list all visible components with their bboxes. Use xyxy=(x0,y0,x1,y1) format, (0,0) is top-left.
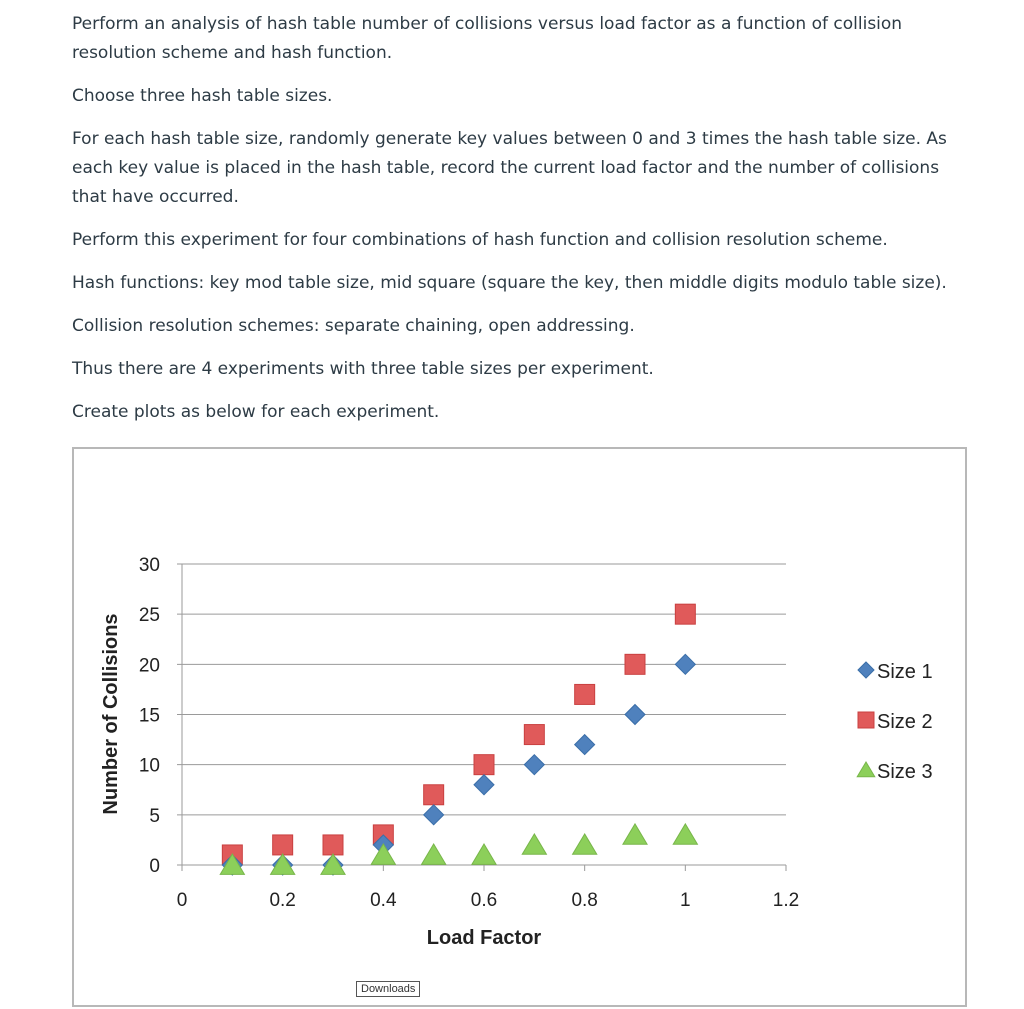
size-2-point xyxy=(323,835,343,855)
y-tick-label: 30 xyxy=(138,555,160,576)
key-generation-paragraph: For each hash table size, randomly generate key values between 0 and 3 times the hash table size. As each key value is placed in the hash table, record the current load factor and the number of collisions that have occurred. xyxy=(72,129,947,207)
size-1-point xyxy=(625,705,645,725)
hash-functions-paragraph: Hash functions: key mod table size, mid square (square the key, then middle digits modulo table size). xyxy=(72,273,947,293)
y-tick-label: 25 xyxy=(138,605,160,627)
size-3-point xyxy=(573,834,597,854)
y-tick-label: 20 xyxy=(138,655,160,677)
assignment-text xyxy=(72,10,972,441)
plots-paragraph: Create plots as below for each experiment. xyxy=(72,402,440,422)
size-3-point xyxy=(472,844,496,864)
size-3-point xyxy=(623,824,647,844)
y-axis-label: Number of Collisions xyxy=(100,613,122,815)
x-tick-label: 0.8 xyxy=(571,890,598,911)
downloads-tag[interactable]: Downloads xyxy=(356,981,420,997)
size-1-point xyxy=(575,735,595,755)
size-2-point xyxy=(625,654,645,674)
table-sizes-paragraph: Choose three hash table sizes. xyxy=(72,86,333,106)
x-tick-label: 1 xyxy=(680,890,691,911)
size-2-point xyxy=(273,835,293,855)
x-tick-label: 0.4 xyxy=(370,890,397,911)
size-2-point xyxy=(575,684,595,704)
size-2-point xyxy=(474,755,494,775)
y-tick-label: 0 xyxy=(149,856,160,877)
experiments-paragraph: Thus there are 4 experiments with three table sizes per experiment. xyxy=(72,359,654,379)
legend-square-icon xyxy=(858,712,874,728)
legend-triangle-icon xyxy=(857,762,875,777)
x-tick-label: 1.2 xyxy=(772,890,800,911)
combinations-paragraph: Perform this experiment for four combinations of hash function and collision resolution scheme. xyxy=(72,230,888,250)
y-tick-label: 15 xyxy=(138,705,160,727)
x-tick-label: 0 xyxy=(176,890,188,911)
collisions-chart xyxy=(74,449,965,1005)
y-tick-label: 5 xyxy=(149,805,160,827)
size-1-point xyxy=(474,775,494,795)
legend-diamond-icon xyxy=(858,662,874,678)
size-3-point xyxy=(673,824,697,844)
x-tick-label: 0.6 xyxy=(470,890,498,911)
x-tick-label: 0.2 xyxy=(269,890,296,911)
size-1-point xyxy=(424,805,444,825)
intro-paragraph: Perform an analysis of hash table number of collisions versus load factor as a function of collision resolution scheme and hash function. xyxy=(72,14,903,63)
chart-frame xyxy=(72,447,967,1007)
size-3-point xyxy=(422,844,446,864)
size-1-point xyxy=(524,755,544,775)
legend-label: Size 1 xyxy=(877,661,933,683)
y-tick-label: 10 xyxy=(138,755,160,777)
size-2-point xyxy=(424,785,444,805)
size-3-point xyxy=(522,834,546,854)
size-1-point xyxy=(675,654,695,674)
size-2-point xyxy=(524,725,544,745)
x-axis-label: Load Factor xyxy=(426,927,542,949)
collision-schemes-paragraph: Collision resolution schemes: separate chaining, open addressing. xyxy=(72,316,635,336)
size-2-point xyxy=(675,604,695,624)
legend-label: Size 3 xyxy=(877,761,933,783)
legend-label: Size 2 xyxy=(877,711,933,733)
